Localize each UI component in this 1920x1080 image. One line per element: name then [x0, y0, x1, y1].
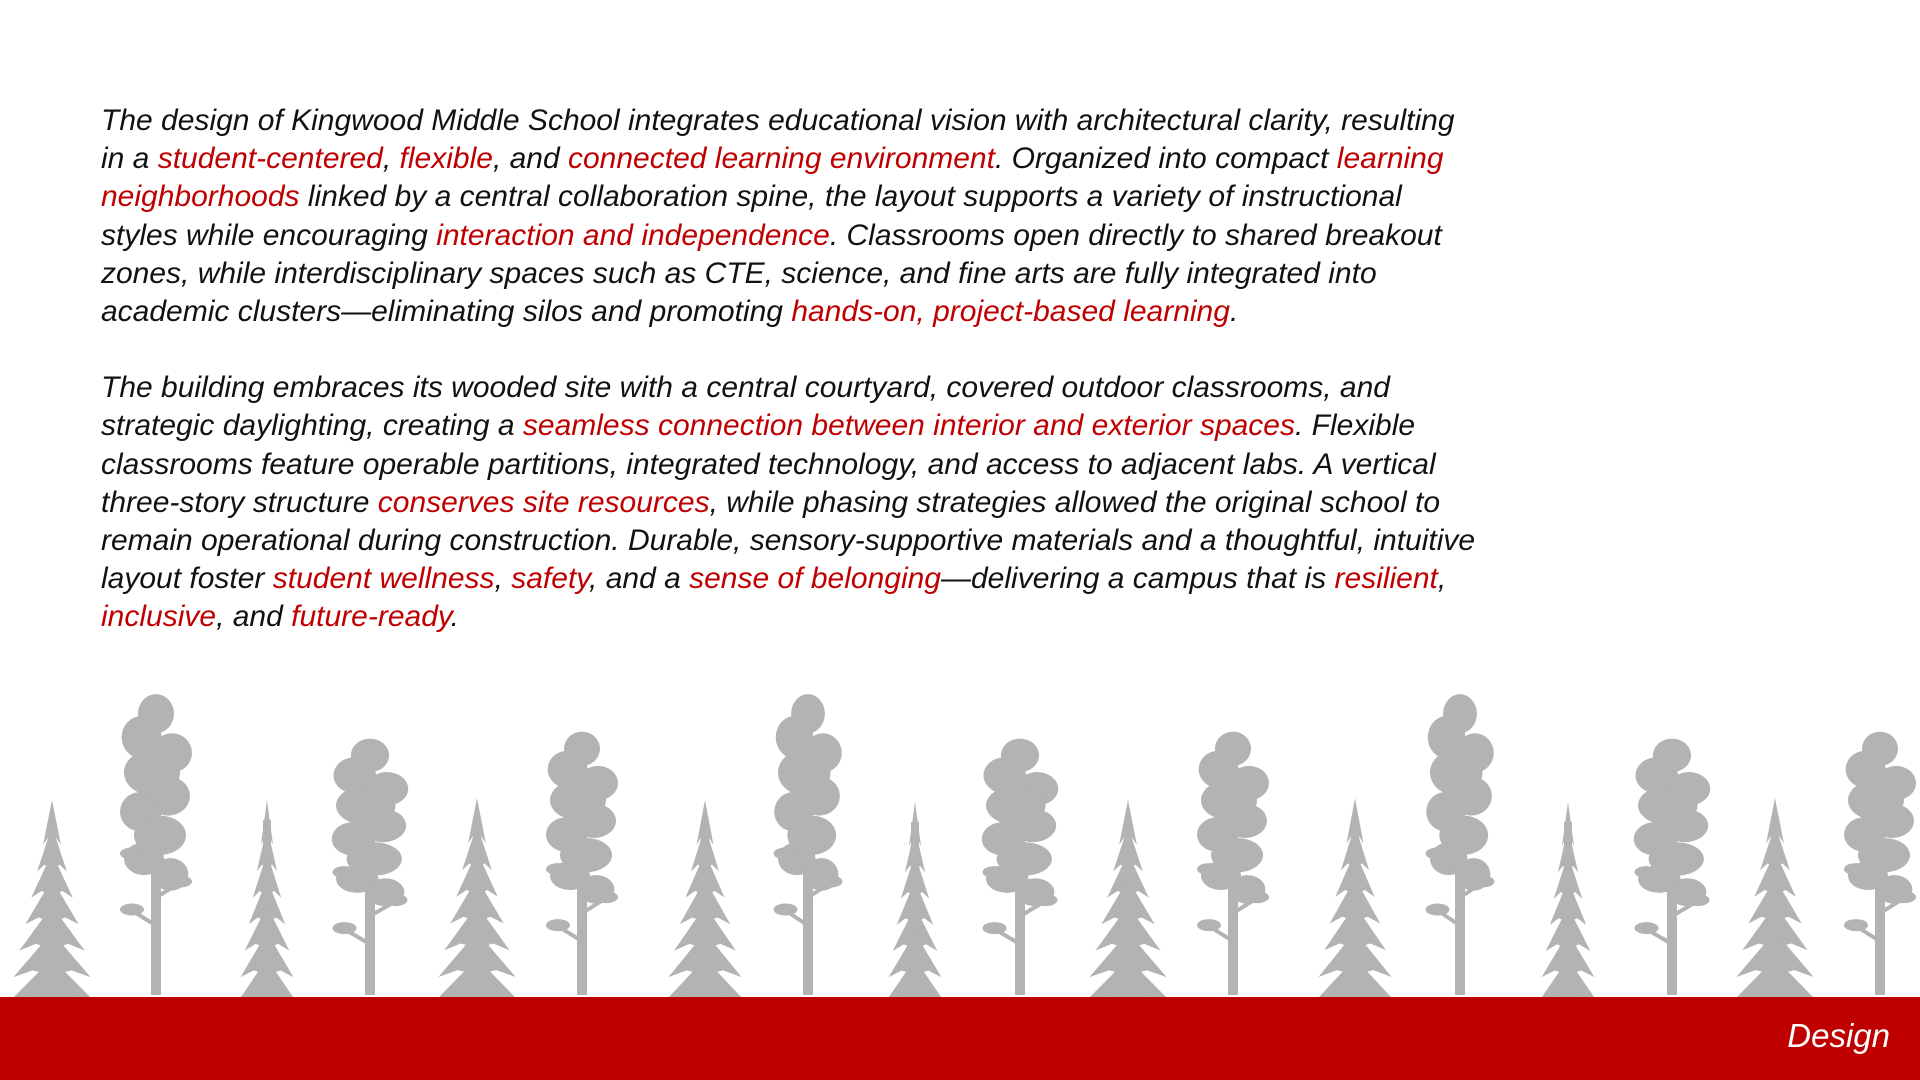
pine-tree — [774, 694, 843, 995]
spruce-tree — [1083, 800, 1172, 1000]
text-run: in a — [101, 142, 158, 176]
spruce-tree — [7, 800, 96, 1000]
spruce-tree — [432, 798, 521, 1000]
highlighted-phrase: neighborhoods — [101, 180, 300, 214]
section-label: Design — [1787, 1017, 1890, 1054]
text-run: , and — [492, 142, 568, 176]
highlighted-phrase: hands-on, project-based learning — [791, 295, 1230, 329]
pine-tree — [1844, 732, 1916, 995]
spruce-tree — [1313, 798, 1397, 1000]
text-run: three-story structure — [101, 485, 378, 519]
text-run: layout foster — [101, 562, 273, 596]
highlighted-phrase: safety — [511, 562, 590, 596]
text-run: remain operational during construction. Durable, sensory-supportive materials and a thoughtful, intuitive — [101, 524, 1476, 558]
pine-tree — [1634, 739, 1711, 995]
text-run: . Flexible — [1295, 409, 1416, 443]
text-run: , — [494, 562, 512, 596]
text-run: , — [1437, 562, 1447, 596]
pine-tree — [1197, 732, 1269, 995]
spruce-tree — [237, 800, 298, 1000]
paragraph — [101, 369, 1861, 636]
text-run: , and — [216, 600, 292, 634]
spruce-tree — [1730, 798, 1819, 1000]
highlighted-phrase: sense of belonging — [689, 562, 941, 596]
text-run: The building embraces its wooded site with a central courtyard, covered outdoor classrooms, and — [101, 371, 1390, 405]
text-run: , and a — [589, 562, 690, 596]
text-run: styles while encouraging — [101, 218, 437, 252]
highlighted-phrase: learning — [1336, 142, 1444, 176]
pine-tree — [546, 732, 618, 995]
pine-tree — [982, 739, 1059, 995]
pine-tree — [332, 739, 409, 995]
text-run: The design of Kingwood Middle School integrates educational vision with architectural clarity, resulting — [101, 104, 1455, 137]
footer-bar — [0, 997, 1920, 1080]
highlighted-phrase: student-centered — [157, 142, 383, 176]
text-run: academic clusters—eliminating silos and promoting — [101, 295, 792, 329]
text-run: , — [382, 142, 400, 176]
highlighted-phrase: flexible — [399, 142, 493, 176]
tree-silhouettes-illustration — [0, 690, 1920, 1000]
text-run: , while phasing strategies allowed the original school to — [709, 485, 1441, 519]
text-run: . Classrooms open directly to shared breakout — [829, 218, 1442, 252]
highlighted-phrase: seamless connection between interior and exterior spaces — [522, 409, 1295, 443]
highlighted-phrase: resilient — [1334, 562, 1438, 596]
highlighted-phrase: student wellness — [272, 562, 495, 596]
text-run: —delivering a campus that is — [941, 562, 1335, 596]
paragraph — [101, 102, 1861, 331]
highlighted-phrase: future-ready — [291, 600, 451, 634]
text-run: zones, while interdisciplinary spaces such as CTE, science, and fine arts are fully integrated into — [101, 256, 1377, 290]
text-run: strategic daylighting, creating a — [101, 409, 523, 443]
spruce-tree — [1538, 802, 1599, 1000]
spruce-tree — [663, 800, 747, 1000]
text-run: . — [1229, 295, 1239, 329]
text-run: linked by a central collaboration spine, the layout supports a variety of instructional — [299, 180, 1402, 214]
spruce-tree — [885, 802, 946, 1000]
pine-tree — [120, 694, 192, 995]
body-text — [101, 102, 1861, 675]
text-run: . — [450, 600, 459, 634]
text-run: classrooms feature operable partitions, integrated technology, and access to adjacent labs. A vertical — [101, 447, 1436, 481]
highlighted-phrase: conserves site resources — [377, 485, 710, 519]
text-run: . Organized into compact — [994, 142, 1337, 176]
highlighted-phrase: connected learning environment — [568, 142, 995, 176]
highlighted-phrase: interaction and independence — [436, 218, 830, 252]
pine-tree — [1426, 694, 1495, 995]
highlighted-phrase: inclusive — [101, 600, 217, 634]
